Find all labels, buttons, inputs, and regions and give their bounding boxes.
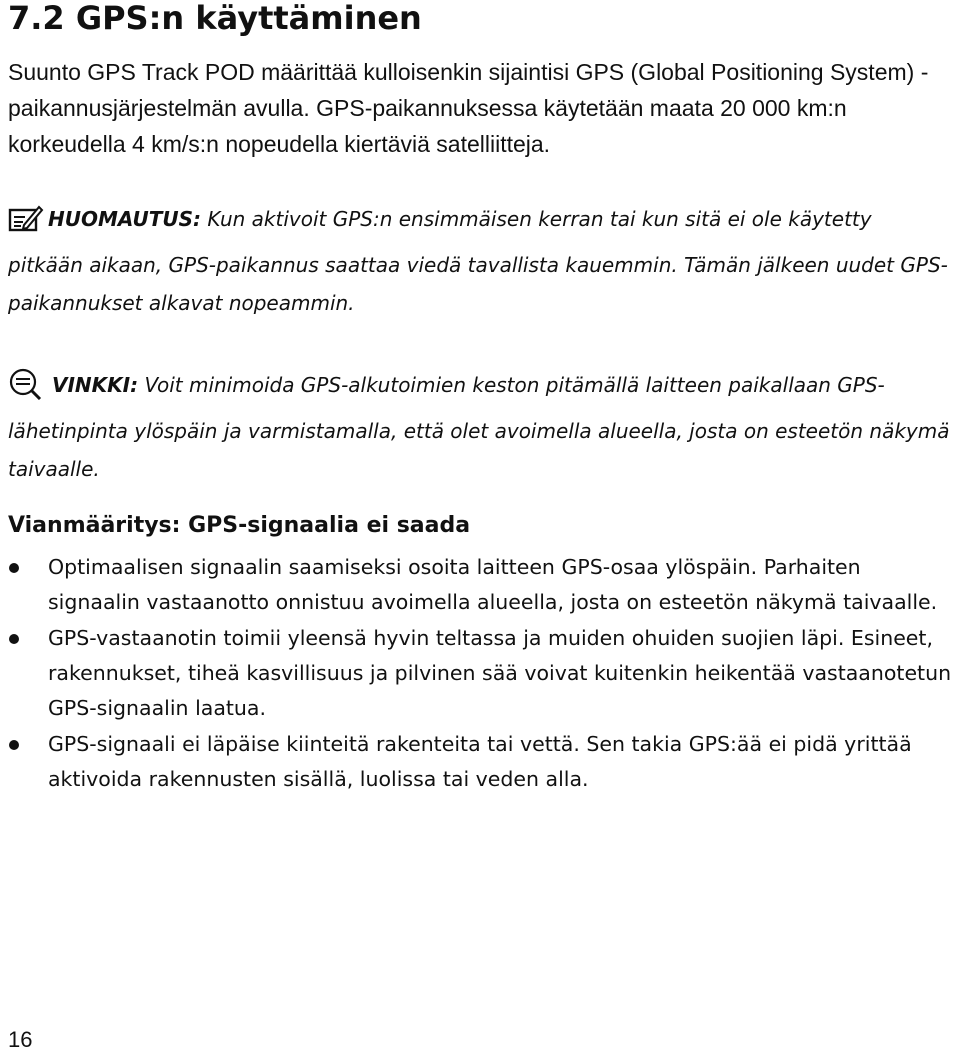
bullet-icon <box>9 634 19 644</box>
section-heading: 7.2 GPS:n käyttäminen <box>8 0 422 37</box>
list-item-text: Optimaalisen signaalin saamiseksi osoita laitteen GPS-osaa ylöspäin. Parhaiten signaalin vastaanotto onnistuu avoimella alueella, josta on esteetön näkymä taivaalle. <box>48 555 938 614</box>
intro-paragraph: Suunto GPS Track POD määrittää kulloisenkin sijaintisi GPS (Global Positioning System) -paikannusjärjestelmän avulla. GPS-paikannuksessa käytetään maata 20 000 km:n korkeudella 4 km/s:n nopeudella kiertäviä satelliitteja. <box>8 59 929 157</box>
tip-block <box>8 366 952 488</box>
list-item-text: GPS-vastaanotin toimii yleensä hyvin teltassa ja muiden ohuiden suojien läpi. Esineet, rakennukset, tiheä kasvillisuus ja pilvinen sää voivat kuitenkin heikentää vastaanotetun GPS-signaalin laatua. <box>48 626 952 720</box>
bullet-icon <box>9 563 19 573</box>
note-text: Kun aktivoit GPS:n ensimmäisen kerran tai kun sitä ei ole käytetty pitkään aikaan, GPS-paikannus saattaa viedä tavallista kauemmin. Tämän jälkeen uudet GPS-paikannukset alkavat nopeammin. <box>8 207 948 315</box>
tip-magnifier-icon <box>8 368 48 412</box>
note-label: HUOMAUTUS: <box>48 207 201 231</box>
list-item-text: GPS-signaali ei läpäise kiinteitä rakenteita tai vettä. Sen takia GPS:ää ei pidä yrittää aktivoida rakennusten sisällä, luolissa tai veden alla. <box>48 732 912 791</box>
bullet-icon <box>9 740 19 750</box>
note-pencil-icon <box>8 204 44 246</box>
troubleshooting-heading: Vianmääritys: GPS-signaalia ei saada <box>8 513 471 538</box>
page-number: 16 <box>8 1027 33 1052</box>
troubleshooting-list <box>8 550 952 798</box>
tip-text: Voit minimoida GPS-alkutoimien keston pitämällä laitteen paikallaan GPS-lähetinpinta ylöspäin ja varmistamalla, että olet avoimella alueella, josta on esteetön näkymä taivaalle. <box>8 373 950 481</box>
note-block <box>8 200 952 322</box>
list-item <box>8 727 952 797</box>
list-item <box>8 621 952 726</box>
list-item <box>8 550 952 620</box>
tip-label: VINKKI: <box>52 373 139 397</box>
